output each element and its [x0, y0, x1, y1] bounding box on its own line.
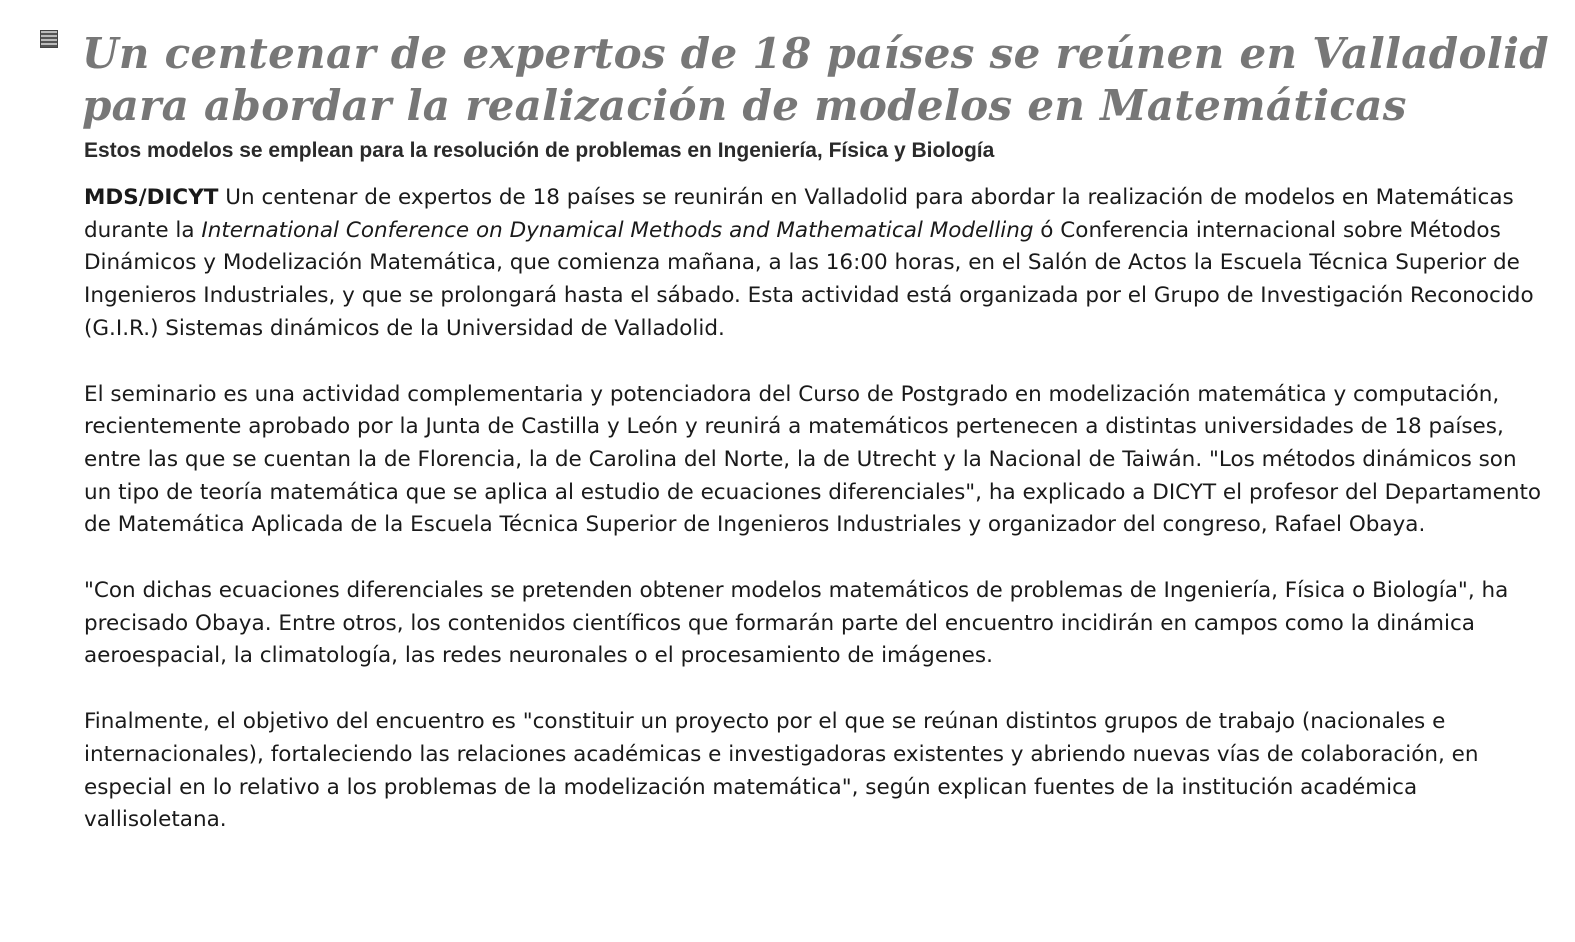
- byline-source: MDS/DICYT: [84, 185, 219, 210]
- paragraph-3: "Con dichas ecuaciones diferenciales se pretenden obtener modelos matemáticos de problemas de Ingeniería, Física o Biología", ha precisado Obaya. Entre otros, los contenidos científicos que formarán parte del encuentro incidirán en campos como la dinámica aeroespacial, la climatología, las redes neuronales o el procesamiento de imágenes.: [84, 578, 1509, 669]
- paragraph-2: El seminario es una actividad complementaria y potenciadora del Curso de Postgrado en modelización matemática y computación, recientemente aprobado por la Junta de Castilla y León y reunirá a matemáticos pertenecen a distintas universidades de 18 países, entre las que se cuentan la de Florencia, la de Carolina del Norte, la de Utrecht y la Nacional de Taiwán. "Los métodos dinámicos son un tipo de teoría matemática que se aplica al estudio de ecuaciones diferenciales", ha explicado a DICYT el profesor del Departamento de Matemática Aplicada de la Escuela Técnica Superior de Ingenieros Industriales y organizador del congreso, Rafael Obaya.: [84, 381, 1542, 538]
- conference-name: International Conference on Dynamical Methods and Mathematical Modelling: [201, 217, 1034, 243]
- subtitle: Estos modelos se emplean para la resolución de problemas en Ingeniería, Física y Biología: [84, 139, 995, 162]
- paragraph-1-text-a: Un centenar de expertos de 18 países se reunirán en Valladolid para abordar la realización de modelos en Matemáticas durante la: [84, 185, 1514, 243]
- article-body: [84, 182, 1544, 870]
- paragraph-4: Finalmente, el objetivo del encuentro es "constituir un proyecto por el que se reúnan distintos grupos de trabajo (nacionales e internacionales), fortaleciendo las relaciones académicas e investigadoras existentes y abriendo nuevas vías de colaboración, en especial en lo relativo a los problemas de la modelización matemática", según explican fuentes de la institución académica vallisoletana.: [84, 709, 1479, 833]
- paragraph-1-text-b: ó Conferencia internacional sobre Métodos Dinámicos y Modelización Matemática, que comienza mañana, a las 16:00 horas, en el Salón de Actos la Escuela Técnica Superior de Ingenieros Industriales, y que se prolongará hasta el sábado. Esta actividad está organizada por el Grupo de Investigación Reconocido (G.I.R.) Sistemas dinámicos de la Universidad de Valladolid.: [84, 217, 1534, 341]
- paragraph-1: [84, 182, 1544, 346]
- square-bullet-icon: [40, 30, 58, 48]
- headline: Un centenar de expertos de 18 países se reúnen en Valladolid para abordar la realización de modelos en Matemáticas: [82, 29, 1549, 130]
